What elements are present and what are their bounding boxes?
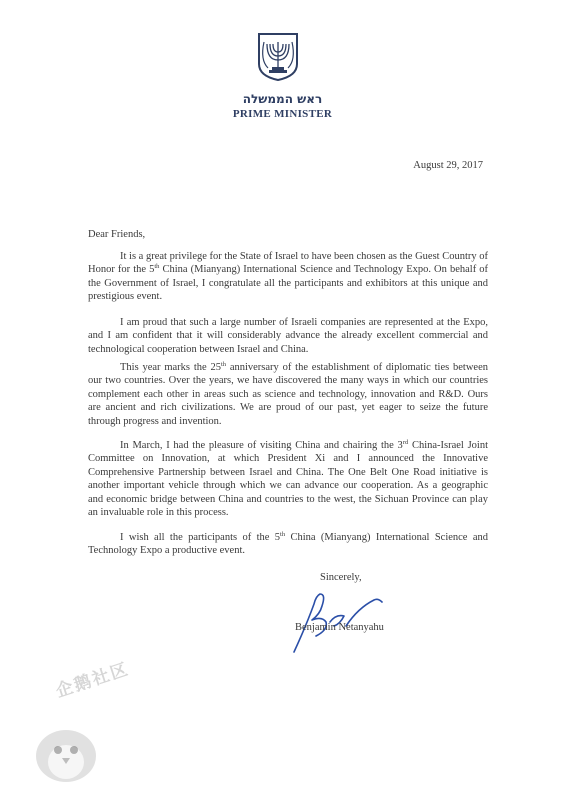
letter-paragraph: In March, I had the pleasure of visiting China and chairing the 3rd China-Israel Joint Committee on Innovation, at which President Xi and I announced the Innovative Comprehensive Partnership between Israel and China. The One Belt One Road initiative is another important vehicle through which we can advance our cooperation. As a geographic and economic bridge between China and countries to the west, the Sichuan Province can play an invaluable role in this process. bbox=[88, 439, 488, 519]
office-title: PRIME MINISTER bbox=[232, 108, 333, 120]
signer-name: Benjamin Netanyahu bbox=[295, 622, 384, 633]
salutation: Dear Friends, bbox=[88, 229, 146, 240]
letter-paragraph: I am proud that such a large number of Israeli companies are represented at the Expo, and I am confident that it will considerably advance the already excellent commercial and technological cooperation between Israel and China. bbox=[88, 317, 488, 355]
letter-date: August 29, 2017 bbox=[413, 160, 483, 171]
letter-paragraph: This year marks the 25th anniversary of the establishment of diplomatic ties between our two countries. Over the years, we have discovered the many ways in which our countries complement each other in areas such as science and technology, innovation and R&D. Ours are ancient and rich civilizations. We are proud of our past, yet eager to seize the future through progress and invention. bbox=[88, 361, 488, 427]
letter-paragraph: I wish all the participants of the 5th China (Mianyang) International Science and Technology Expo a productive event. bbox=[88, 531, 488, 557]
handwritten-signature bbox=[286, 586, 386, 656]
hebrew-office-title: ראש הממשלה bbox=[242, 92, 323, 106]
menorah-emblem-icon bbox=[255, 30, 301, 82]
closing: Sincerely, bbox=[320, 572, 362, 583]
letter-paragraph: It is a great privilege for the State of Israel to have been chosen as the Guest Country of Honor for the 5th China (Mianyang) International Science and Technology Expo. On behalf of the Government of Israel, I congratulate all the participants and exhibitors at this unique and prestigious event. bbox=[88, 251, 489, 303]
watermark-text: 企鹅社区 bbox=[53, 659, 133, 702]
